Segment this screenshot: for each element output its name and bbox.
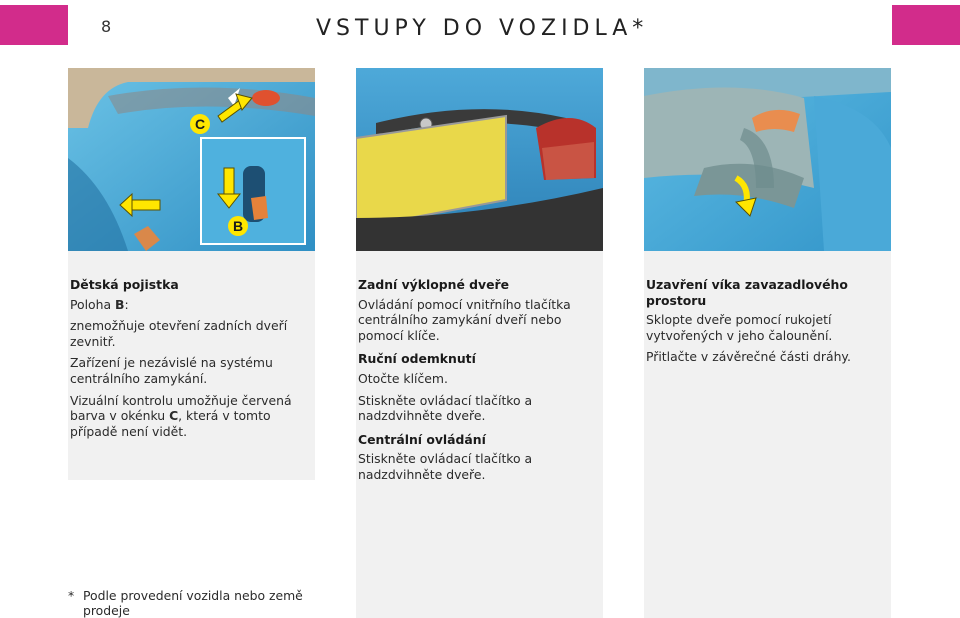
tailgate-section	[358, 277, 598, 489]
page-tab-right	[892, 5, 960, 45]
callout-c-label: C	[194, 116, 206, 132]
child-lock-para-3	[70, 393, 310, 440]
para3-c-bold: C	[169, 408, 179, 424]
trunk-para-1: Sklopte dveře pomocí rukojetí vytvořených v jeho čalounění.	[646, 312, 833, 343]
position-colon: :	[124, 296, 129, 312]
position-b-bold: B	[115, 296, 125, 312]
tailgate-para-4: Stiskněte ovládací tlačítko a nadzdvihněte dveře.	[358, 451, 533, 482]
child-lock-para-2: Zařízení je nezávislé na systému centrálního zamykání.	[70, 355, 273, 386]
central-control-heading: Centrální ovládání	[358, 431, 486, 447]
footnote-text: Podle provedení vozidla nebo země prodeje	[83, 588, 303, 618]
child-lock-para-1: znemožňuje otevření zadních dveří zevnitř.	[70, 318, 288, 349]
footnote-asterisk: *	[68, 588, 75, 603]
trunk-para-2: Přitlačte v závěrečné části dráhy.	[646, 349, 851, 365]
para3-suffix: , která v tomto případě není vidět.	[70, 408, 271, 439]
manual-unlock-heading: Ruční odemknutí	[358, 351, 476, 367]
tailgate-para-2: Otočte klíčem.	[358, 370, 448, 386]
page-title: VSTUPY DO VOZIDLA*	[316, 16, 649, 41]
child-lock-heading: Dětská pojistka	[70, 277, 179, 292]
child-lock-illustration	[68, 68, 315, 251]
trunk-section	[646, 277, 886, 371]
page-tab-left	[0, 5, 68, 45]
tailgate-heading: Zadní výklopné dveře	[358, 277, 510, 292]
page-number: 8	[101, 17, 112, 36]
child-lock-section	[70, 277, 310, 445]
position-label: Poloha	[70, 296, 116, 312]
position-b-line	[70, 297, 310, 313]
tailgate-illustration	[356, 68, 603, 251]
trunk-heading: Uzavření víka zavazadlového prostoru	[646, 277, 848, 308]
para3-prefix: Vizuální kontrolu umožňuje červená barva v okénku	[70, 392, 292, 424]
tailgate-para-1: Ovládání pomocí vnitřního tlačítka centrálního zamykání dveří nebo pomocí klíče.	[358, 296, 571, 343]
trunk-lid-illustration	[644, 68, 891, 251]
tailgate-para-3: Stiskněte ovládací tlačítko a nadzdvihněte dveře.	[358, 392, 533, 424]
callout-b-label: B	[232, 218, 244, 234]
footnote	[68, 588, 318, 618]
